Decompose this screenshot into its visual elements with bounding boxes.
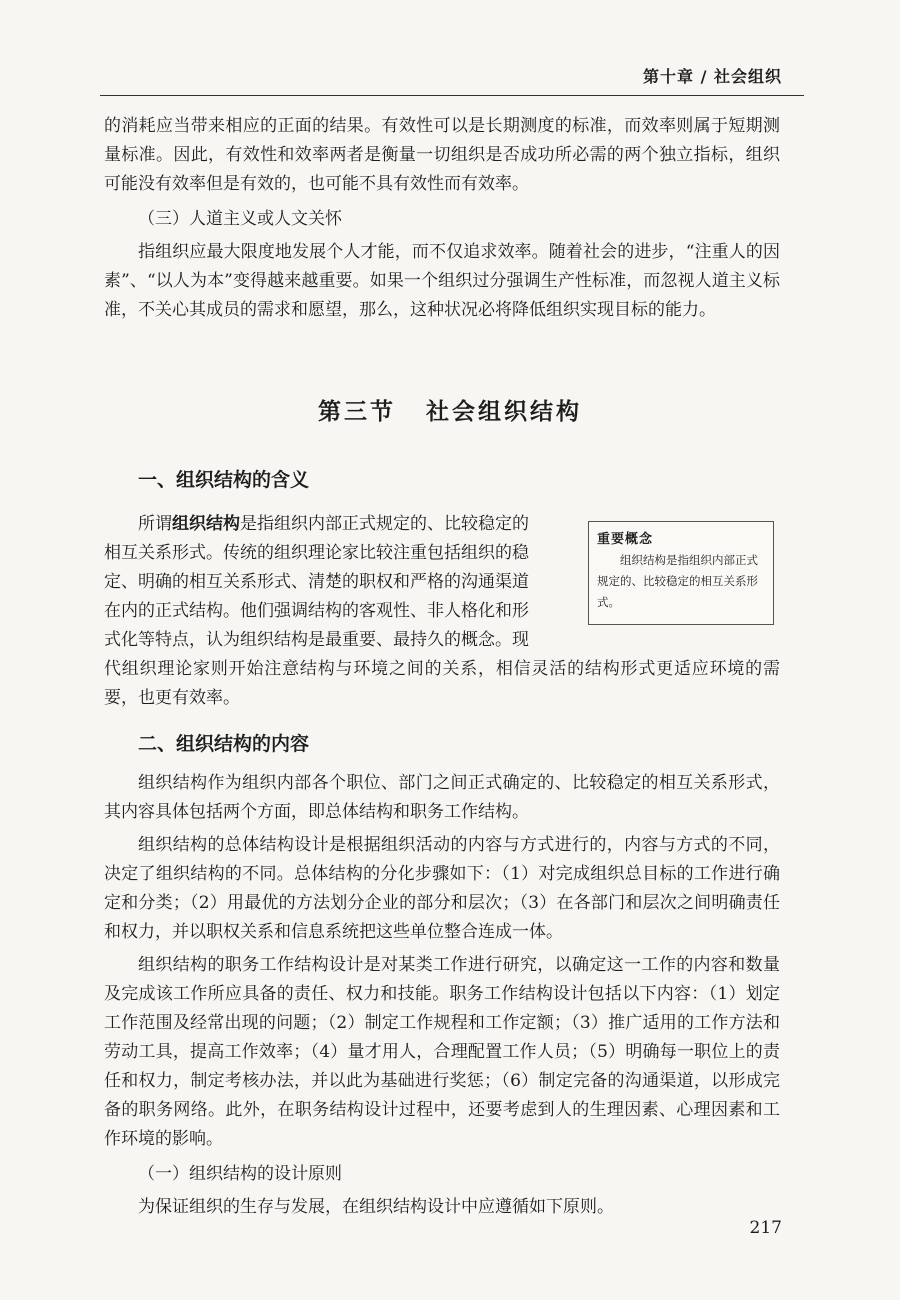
part1-line-1 bbox=[104, 510, 584, 539]
part1-lead: 所谓 bbox=[138, 514, 172, 534]
section-name: 社会组织结构 bbox=[426, 399, 582, 425]
part2-heading: 二、组织结构的内容 bbox=[138, 733, 310, 755]
part1-block bbox=[104, 466, 780, 495]
part1-wrapped-text bbox=[104, 510, 584, 655]
part1-heading: 一、组织结构的含义 bbox=[138, 469, 310, 491]
part1-line-1-rest: 是指组织内部正式规定的、比较稳定的 bbox=[240, 514, 529, 534]
key-concept-box bbox=[588, 521, 774, 625]
intro-block bbox=[104, 112, 780, 325]
running-header: 第十章 / 社会组织 bbox=[643, 67, 782, 86]
section-title bbox=[0, 393, 900, 426]
part1-line-5: 式化等特点，认为组织结构是最重要、最持久的概念。现 bbox=[104, 630, 529, 650]
subsection-heading-3: （三）人道主义或人文关怀 bbox=[138, 209, 342, 229]
part2-paragraph-1: 组织结构作为组织内部各个职位、部门之间正式确定的、比较稳定的相互关系形式，其内容具体包括两个方面，即总体结构和职务工作结构。 bbox=[104, 773, 780, 822]
part1-line-4: 在内的正式结构。他们强调结构的客观性、非人格化和形 bbox=[104, 601, 529, 621]
section-number: 第三节 bbox=[318, 399, 396, 425]
page-number: 217 bbox=[749, 1218, 782, 1238]
part2-paragraph-2: 组织结构的总体结构设计是根据组织活动的内容与方式进行的，内容与方式的不同，决定了组织结构的不同。总体结构的分化步骤如下：（1）对完成组织总目标的工作进行确定和分类；（2）用最优的方法划分企业的部分和层次；（3）在各部门和层次之间明确责任和权力，并以职权关系和信息系统把这些单位整合连成一体。 bbox=[104, 835, 780, 942]
header-rule bbox=[100, 95, 804, 96]
intro-paragraph-2: 指组织应最大限度地发展个人才能，而不仅追求效率。随着社会的进步，“注重人的因素”、“以人为本”变得越来越重要。如果一个组织过分强调生产性标准，而忽视人道主义标准，不关心其成员的需求和愿望，那么，这种状况必将降低组织实现目标的能力。 bbox=[104, 242, 780, 320]
part2-paragraph-4: 为保证组织的生存与发展，在组织结构设计中应遵循如下原则。 bbox=[138, 1197, 614, 1217]
part1-line-3: 定、明确的相互关系形式、清楚的职权和严格的沟通渠道 bbox=[104, 572, 529, 592]
part1-tail: 代组织理论家则开始注意结构与环境之间的关系，相信灵活的结构形式更适应环境的需要，也更有效率。 bbox=[104, 659, 780, 708]
concept-box-title: 重要概念 bbox=[597, 532, 654, 547]
key-term: 组织结构 bbox=[172, 514, 240, 534]
part1-line-2: 相互关系形式。传统的组织理论家比较注重包括组织的稳 bbox=[104, 543, 529, 563]
concept-box-text: 组织结构是指组织内部正式规定的、比较稳定的相互关系形式。 bbox=[597, 553, 758, 609]
part2-block bbox=[104, 730, 780, 1222]
intro-paragraph-1: 的消耗应当带来相应的正面的结果。有效性可以是长期测度的标准，而效率则属于短期测量标准。因此，有效性和效率两者是衡量一切组织是否成功所必需的两个独立指标，组织可能没有效率但是有效的，也可能不具有效性而有效率。 bbox=[104, 116, 780, 194]
subsection-heading-1: （一）组织结构的设计原则 bbox=[138, 1164, 342, 1184]
part1-tail-block bbox=[104, 655, 780, 713]
part2-paragraph-3: 组织结构的职务工作结构设计是对某类工作进行研究，以确定这一工作的内容和数量及完成该工作所应具备的责任、权力和技能。职务工作结构设计包括以下内容：（1）划定工作范围及经常出现的问题；（2）制定工作规程和工作定额；（3）推广适用的工作方法和劳动工具，提高工作效率；（4）量才用人，合理配置工作人员；（5）明确每一职位上的责任和权力，制定考核办法，并以此为基础进行奖惩；（6）制定完备的沟通渠道，以形成完备的职务网络。此外，在职务结构设计过程中，还要考虑到人的生理因素、心理因素和工作环境的影响。 bbox=[104, 955, 780, 1149]
